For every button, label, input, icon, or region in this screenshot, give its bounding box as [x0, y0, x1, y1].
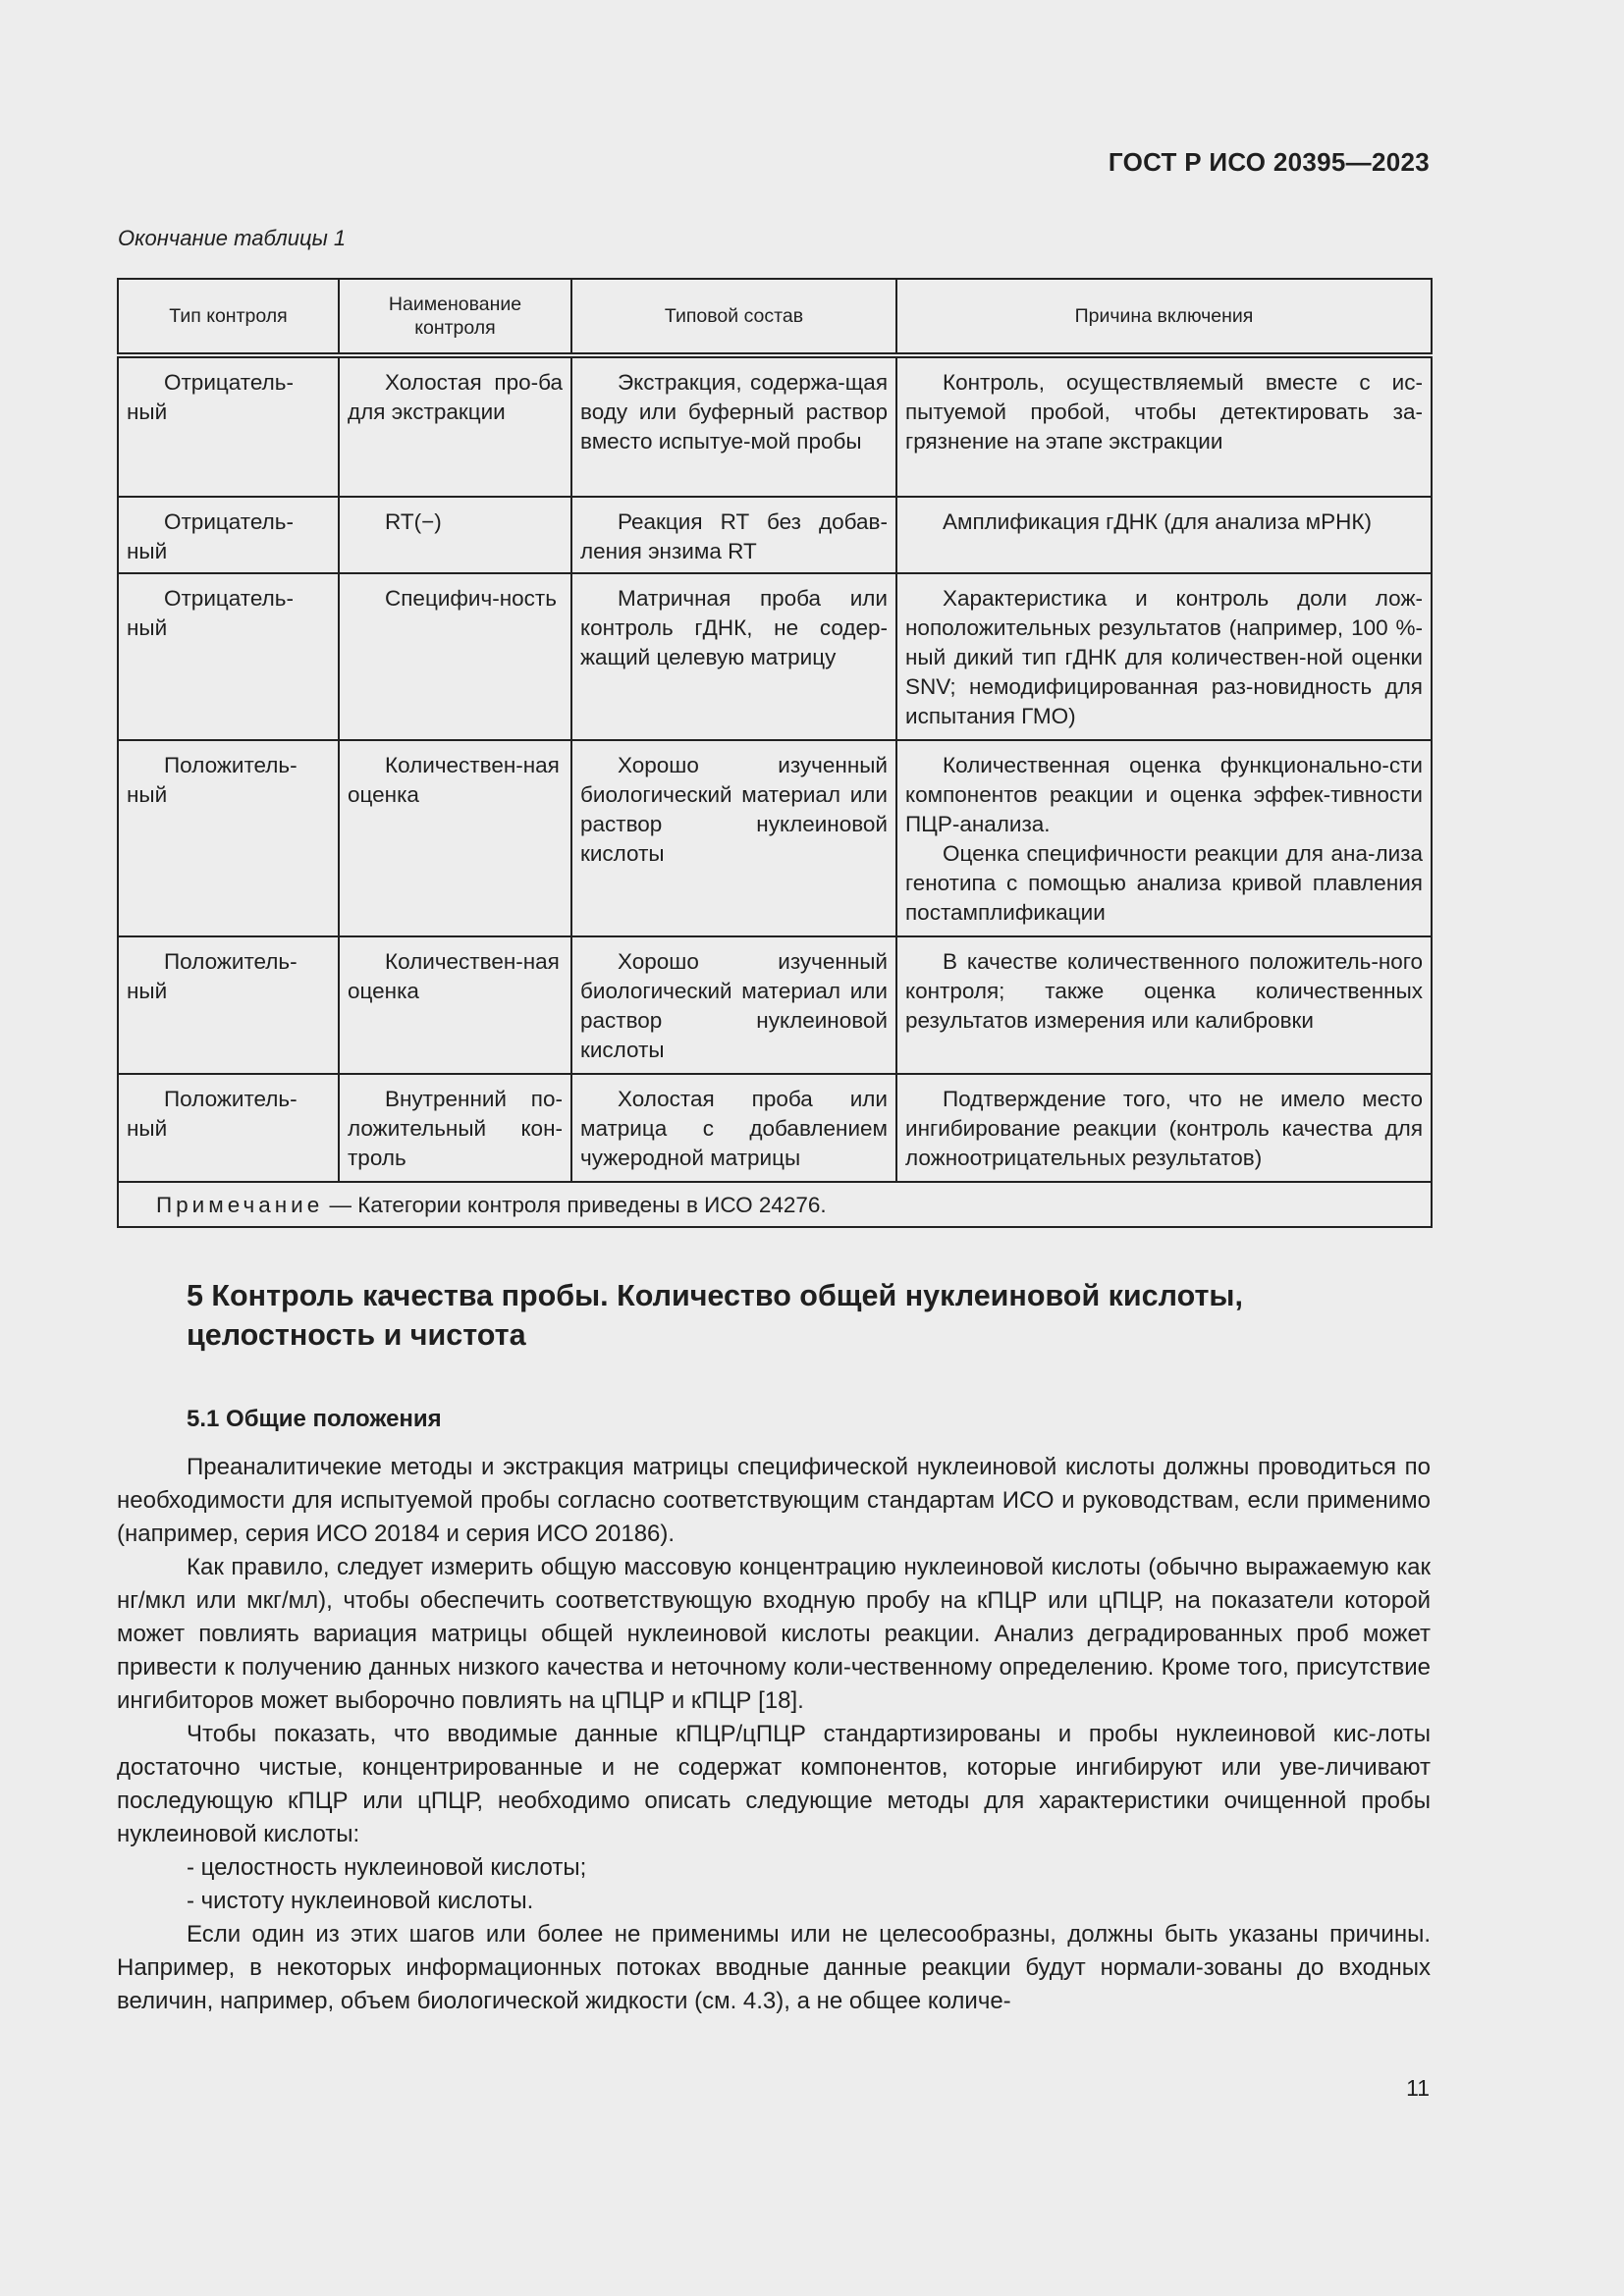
paragraph: Чтобы показать, что вводимые данные кПЦР/цПЦР стандартизированы и пробы нуклеиновой кис-лоты достаточно чистые, концентрированные и не содержат компонентов, которые ингибируют или уве-личивают последующую кПЦР или цПЦР, необходимо описать следующие методы для характеристики очищенной пробы нуклеиновой кислоты: [117, 1721, 1431, 1847]
column-header: Наименование контроля [339, 279, 571, 355]
cell-control-name: Холостая про-ба для экстракции [339, 355, 571, 497]
cell-composition: Экстракция, содержа-щая воду или буферный раствор вместо испытуе-мой пробы [571, 355, 896, 497]
cell-control-type: Положитель-ный [118, 936, 339, 1074]
table-caption: Окончание таблицы 1 [118, 226, 347, 250]
cell-reason: Количественная оценка функционально-сти компонентов реакции и оценка эффек-тивности ПЦР-анализа. Оценка специфичности реакции для ана-лиза генотипа с помощью анализа кривой плавления постамплификации [896, 740, 1432, 936]
cell-control-name: Специфич-ность [339, 573, 571, 740]
cell-reason: Контроль, осуществляемый вместе с ис-пытуемой пробой, чтобы детектировать за-грязнение на этапе экстракции [896, 355, 1432, 497]
cell-control-name: Количествен-ная оценка [339, 740, 571, 936]
table-row [118, 1074, 1432, 1182]
cell-control-type: Положитель-ный [118, 740, 339, 936]
table-row [118, 355, 1432, 497]
table-header-row [118, 279, 1432, 355]
column-header: Типовой состав [571, 279, 896, 355]
table-row [118, 936, 1432, 1074]
cell-reason: В качестве количественного положитель-ного контроля; также оценка количественных результатов измерения или калибровки [896, 936, 1432, 1074]
paragraph: Как правило, следует измерить общую массовую концентрацию нуклеиновой кислоты (обычно выражаемую как нг/мкл или мкг/мл), чтобы обеспечить соответствующую входную пробу на кПЦР или цПЦР, на показатели которой может повлиять вариация матрицы общей нуклеиновой кислоты реакции. Анализ деградированных проб может привести к получению данных низкого качества и неточному коли-чественному определению. Кроме того, присутствие ингибиторов может выборочно повлиять на цПЦР и кПЦР [18]. [117, 1554, 1431, 1714]
cell-control-name: Внутренний по-ложительный кон-троль [339, 1074, 571, 1182]
list-item: - чистоту нуклеиновой кислоты. [187, 1888, 534, 1914]
list-item: - целостность нуклеиновой кислоты; [187, 1854, 587, 1881]
table-note-row [118, 1182, 1432, 1227]
cell-reason: Характеристика и контроль доли лож-ноположительных результатов (например, 100 %-ный дикий тип гДНК для количествен-ной оценки SNV; немодифицированная раз-новидность для испытания ГМО) [896, 573, 1432, 740]
document-number-header: ГОСТ Р ИСО 20395—2023 [1108, 147, 1430, 177]
paragraph: Если один из этих шагов или более не применимы или не целесообразны, должны быть указаны причины. Например, в некоторых информационных потоках вводные данные реакции будут нормали-зованы до входных величин, например, объем биологической жидкости (см. 4.3), а не общее количе- [117, 1921, 1431, 2014]
table-row [118, 573, 1432, 740]
table-note [118, 1182, 1432, 1227]
cell-composition: Холостая проба или матрица с добавлением чужеродной матрицы [571, 1074, 896, 1182]
note-text: — Категории контроля приведены в ИСО 24276. [323, 1193, 827, 1217]
cell-composition: Хорошо изученный биологический материал или раствор нуклеиновой кислоты [571, 936, 896, 1074]
table-row [118, 740, 1432, 936]
section-title: 5 Контроль качества пробы. Количество общей нуклеиновой кислоты, целостность и чистота [187, 1279, 1243, 1352]
cell-composition: Реакция RT без добав-ления энзима RT [571, 497, 896, 573]
cell-reason: Подтверждение того, что не имело место ингибирование реакции (контроль качества для ложноотрицательных результатов) [896, 1074, 1432, 1182]
cell-composition: Матричная проба или контроль гДНК, не содер-жащий целевую матрицу [571, 573, 896, 740]
cell-reason: Амплификация гДНК (для анализа мРНК) [896, 497, 1432, 573]
cell-composition: Хорошо изученный биологический материал или раствор нуклеиновой кислоты [571, 740, 896, 936]
cell-control-type: Отрицатель-ный [118, 573, 339, 740]
column-header: Причина включения [896, 279, 1432, 355]
controls-table [117, 278, 1433, 1228]
cell-control-type: Отрицатель-ный [118, 497, 339, 573]
table-row [118, 497, 1432, 573]
cell-control-type: Отрицатель-ный [118, 355, 339, 497]
cell-control-name: RT(−) [339, 497, 571, 573]
cell-control-type: Положитель-ный [118, 1074, 339, 1182]
cell-control-name: Количествен-ная оценка [339, 936, 571, 1074]
note-label: Примечание [156, 1193, 324, 1217]
subsection-title: 5.1 Общие положения [187, 1406, 442, 1432]
section-body [117, 1451, 1431, 2018]
page-number: 11 [1406, 2075, 1430, 2101]
paragraph: Преаналитичекие методы и экстракция матрицы специфической нуклеиновой кислоты должны проводиться по необходимости для испытуемой пробы согласно соответствующим стандартам ИСО и руководствам, если применимо (например, серия ИСО 20184 и серия ИСО 20186). [117, 1454, 1431, 1547]
column-header: Тип контроля [118, 279, 339, 355]
